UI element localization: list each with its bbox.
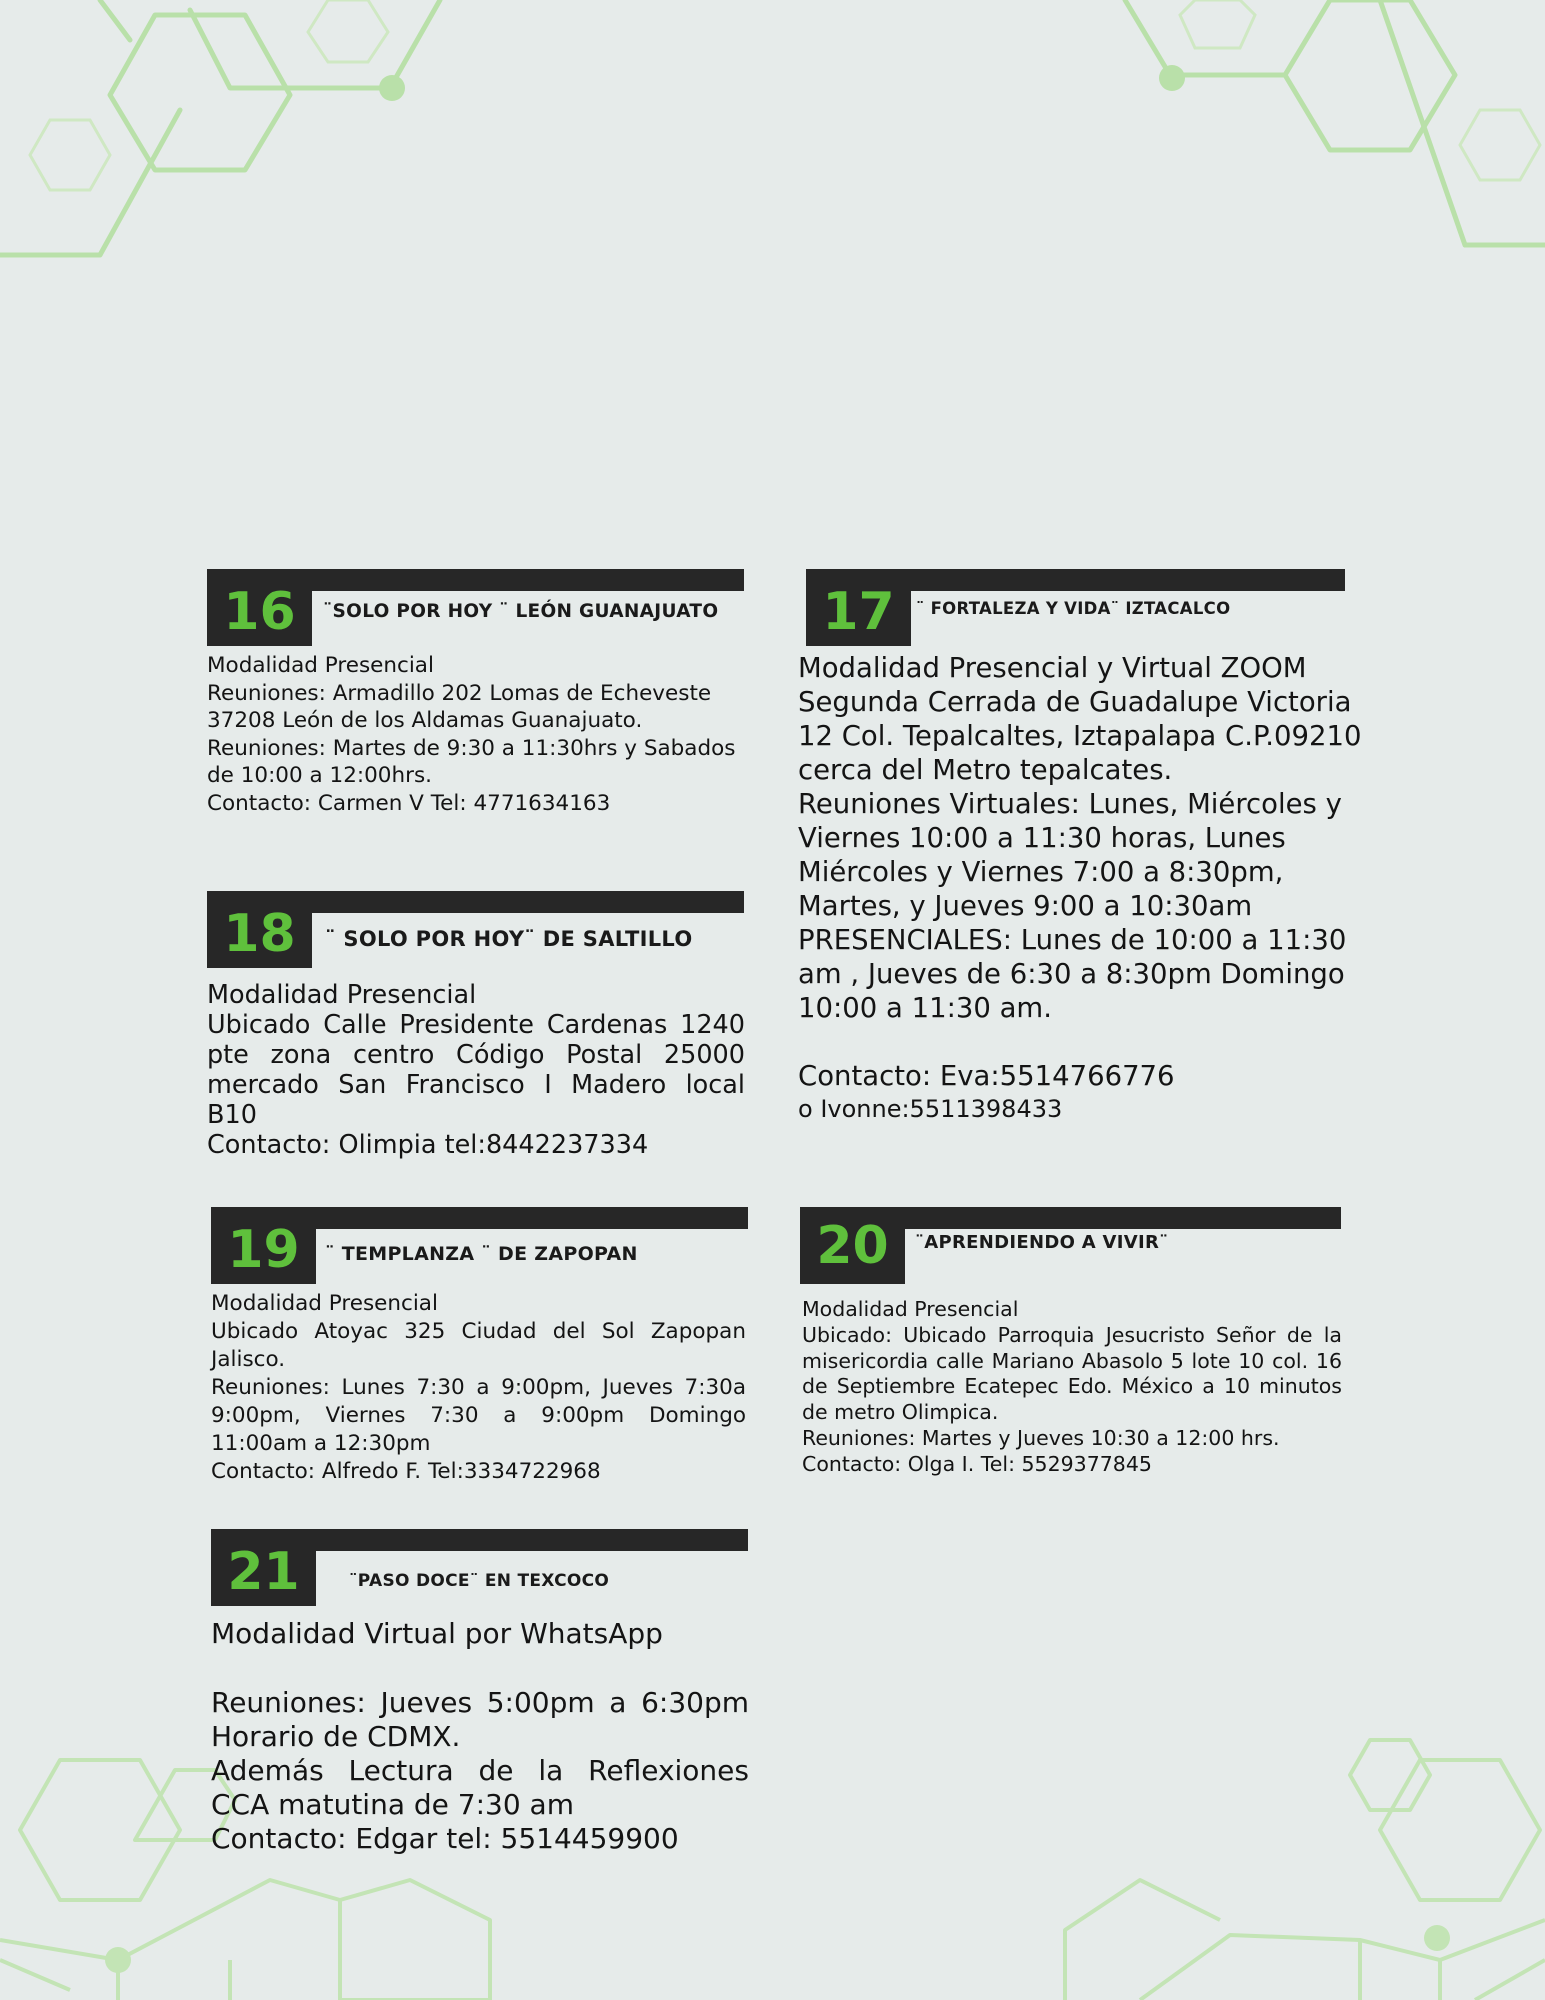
detail-line: Modalidad Virtual por WhatsApp <box>211 1617 663 1650</box>
hexagon-shape <box>20 1760 180 1900</box>
detail-line: Reuniones: Lunes 7:30 a 9:00pm, Jueves 7:30a 9:00pm, Viernes 7:30 a 9:00pm Domingo 11:00am a 12:30pm <box>211 1375 746 1456</box>
detail-line: Contacto: Carmen V Tel: 4771634163 <box>207 790 611 816</box>
group-details <box>207 652 747 817</box>
group-title: ¨SOLO POR HOY ¨ LEÓN GUANAJUATO <box>323 601 719 622</box>
group-title: ¨ FORTALEZA Y VIDA¨ IZTACALCO <box>916 599 1231 618</box>
group-details <box>802 1297 1342 1478</box>
node-dot <box>105 1947 131 1973</box>
detail-line: Reuniones: Armadillo 202 Lomas de Echeveste 37208 León de los Aldamas Guanajuato. <box>207 680 712 733</box>
group-details <box>211 1290 746 1486</box>
detail-line: Modalidad Presencial <box>207 653 434 678</box>
detail-line: Modalidad Presencial <box>802 1297 1019 1321</box>
group-details <box>211 1617 749 1856</box>
group-number: 20 <box>800 1207 905 1284</box>
detail-line: Modalidad Presencial y Virtual ZOOM <box>798 652 1307 684</box>
detail-line: PRESENCIALES: Lunes de 10:00 a 11:30 am , Jueves de 6:30 a 8:30pm Domingo 10:00 a 11:30 am. <box>798 924 1347 1024</box>
hexagon-shape <box>1180 0 1255 48</box>
group-title: ¨APRENDIENDO A VIVIR¨ <box>915 1232 1169 1253</box>
group-number: 17 <box>806 569 911 646</box>
detail-line: Reuniones Virtuales: Lunes, Miércoles y Viernes 10:00 a 11:30 horas, Lunes Miércoles y Viernes 7:00 a 8:30pm, Martes, y Jueves 9:00 a 10:30am <box>798 788 1342 922</box>
detail-line: o Ivonne:5511398433 <box>798 1095 1063 1124</box>
group-details <box>798 651 1368 1125</box>
group-details <box>207 980 745 1160</box>
group-number: 21 <box>211 1529 316 1606</box>
detail-line: Además Lectura de la Reflexiones CCA matutina de 7:30 am <box>211 1754 749 1821</box>
hexagon-shape <box>110 15 290 170</box>
detail-line: Contacto: Olimpia tel:8442237334 <box>207 1130 649 1160</box>
hexagon-shape <box>308 0 388 62</box>
node-dot <box>1159 65 1185 91</box>
group-number: 19 <box>211 1207 316 1284</box>
hexagon-shape <box>1460 110 1540 180</box>
hexagon-shape <box>30 120 110 190</box>
detail-line: Ubicado Atoyac 325 Ciudad del Sol Zapopan Jalisco. <box>211 1319 746 1372</box>
detail-line: Contacto: Alfredo F. Tel:3334722968 <box>211 1459 601 1484</box>
detail-line: Reuniones: Martes y Jueves 10:30 a 12:00 hrs. <box>802 1425 1280 1450</box>
hexagon-shape <box>1285 0 1455 150</box>
detail-line: Modalidad Presencial <box>207 980 477 1010</box>
detail-line: Contacto: Olga I. Tel: 5529377845 <box>802 1451 1152 1476</box>
group-title: ¨PASO DOCE¨ EN TEXCOCO <box>349 1571 610 1591</box>
detail-line: Ubicado: Ubicado Parroquia Jesucristo Señor de la misericordia calle Mariano Abasolo 5 lote 10 col. 16 de Septiembre Ecatepec Edo. México a 10 minutos de metro Olimpica. <box>802 1322 1342 1425</box>
detail-line: Modalidad Presencial <box>211 1291 438 1316</box>
detail-line: Contacto: Eva:5514766776 <box>798 1060 1175 1093</box>
detail-line: Ubicado Calle Presidente Cardenas 1240 pte zona centro Código Postal 25000 mercado San Francisco I Madero local B10 <box>207 1010 745 1130</box>
node-dot <box>1424 1925 1450 1951</box>
group-number: 18 <box>207 891 312 968</box>
detail-line: Reuniones: Martes de 9:30 a 11:30hrs y Sabados de 10:00 a 12:00hrs. <box>207 735 736 788</box>
group-title: ¨ SOLO POR HOY¨ DE SALTILLO <box>325 927 693 951</box>
detail-line: Segunda Cerrada de Guadalupe Victoria 12 Col. Tepalcaltes, Iztapalapa C.P.09210 cerca del Metro tepalcates. <box>798 686 1362 786</box>
hexagon-shape <box>340 1880 490 2000</box>
node-dot <box>379 75 405 101</box>
detail-line: Contacto: Edgar tel: 5514459900 <box>211 1822 679 1855</box>
hexagon-shape <box>1380 1760 1540 1900</box>
group-number: 16 <box>207 569 312 646</box>
detail-line: Reuniones: Jueves 5:00pm a 6:30pm Horario de CDMX. <box>211 1686 749 1753</box>
group-title: ¨ TEMPLANZA ¨ DE ZAPOPAN <box>325 1243 638 1265</box>
hexagon-shape <box>1350 1740 1430 1810</box>
